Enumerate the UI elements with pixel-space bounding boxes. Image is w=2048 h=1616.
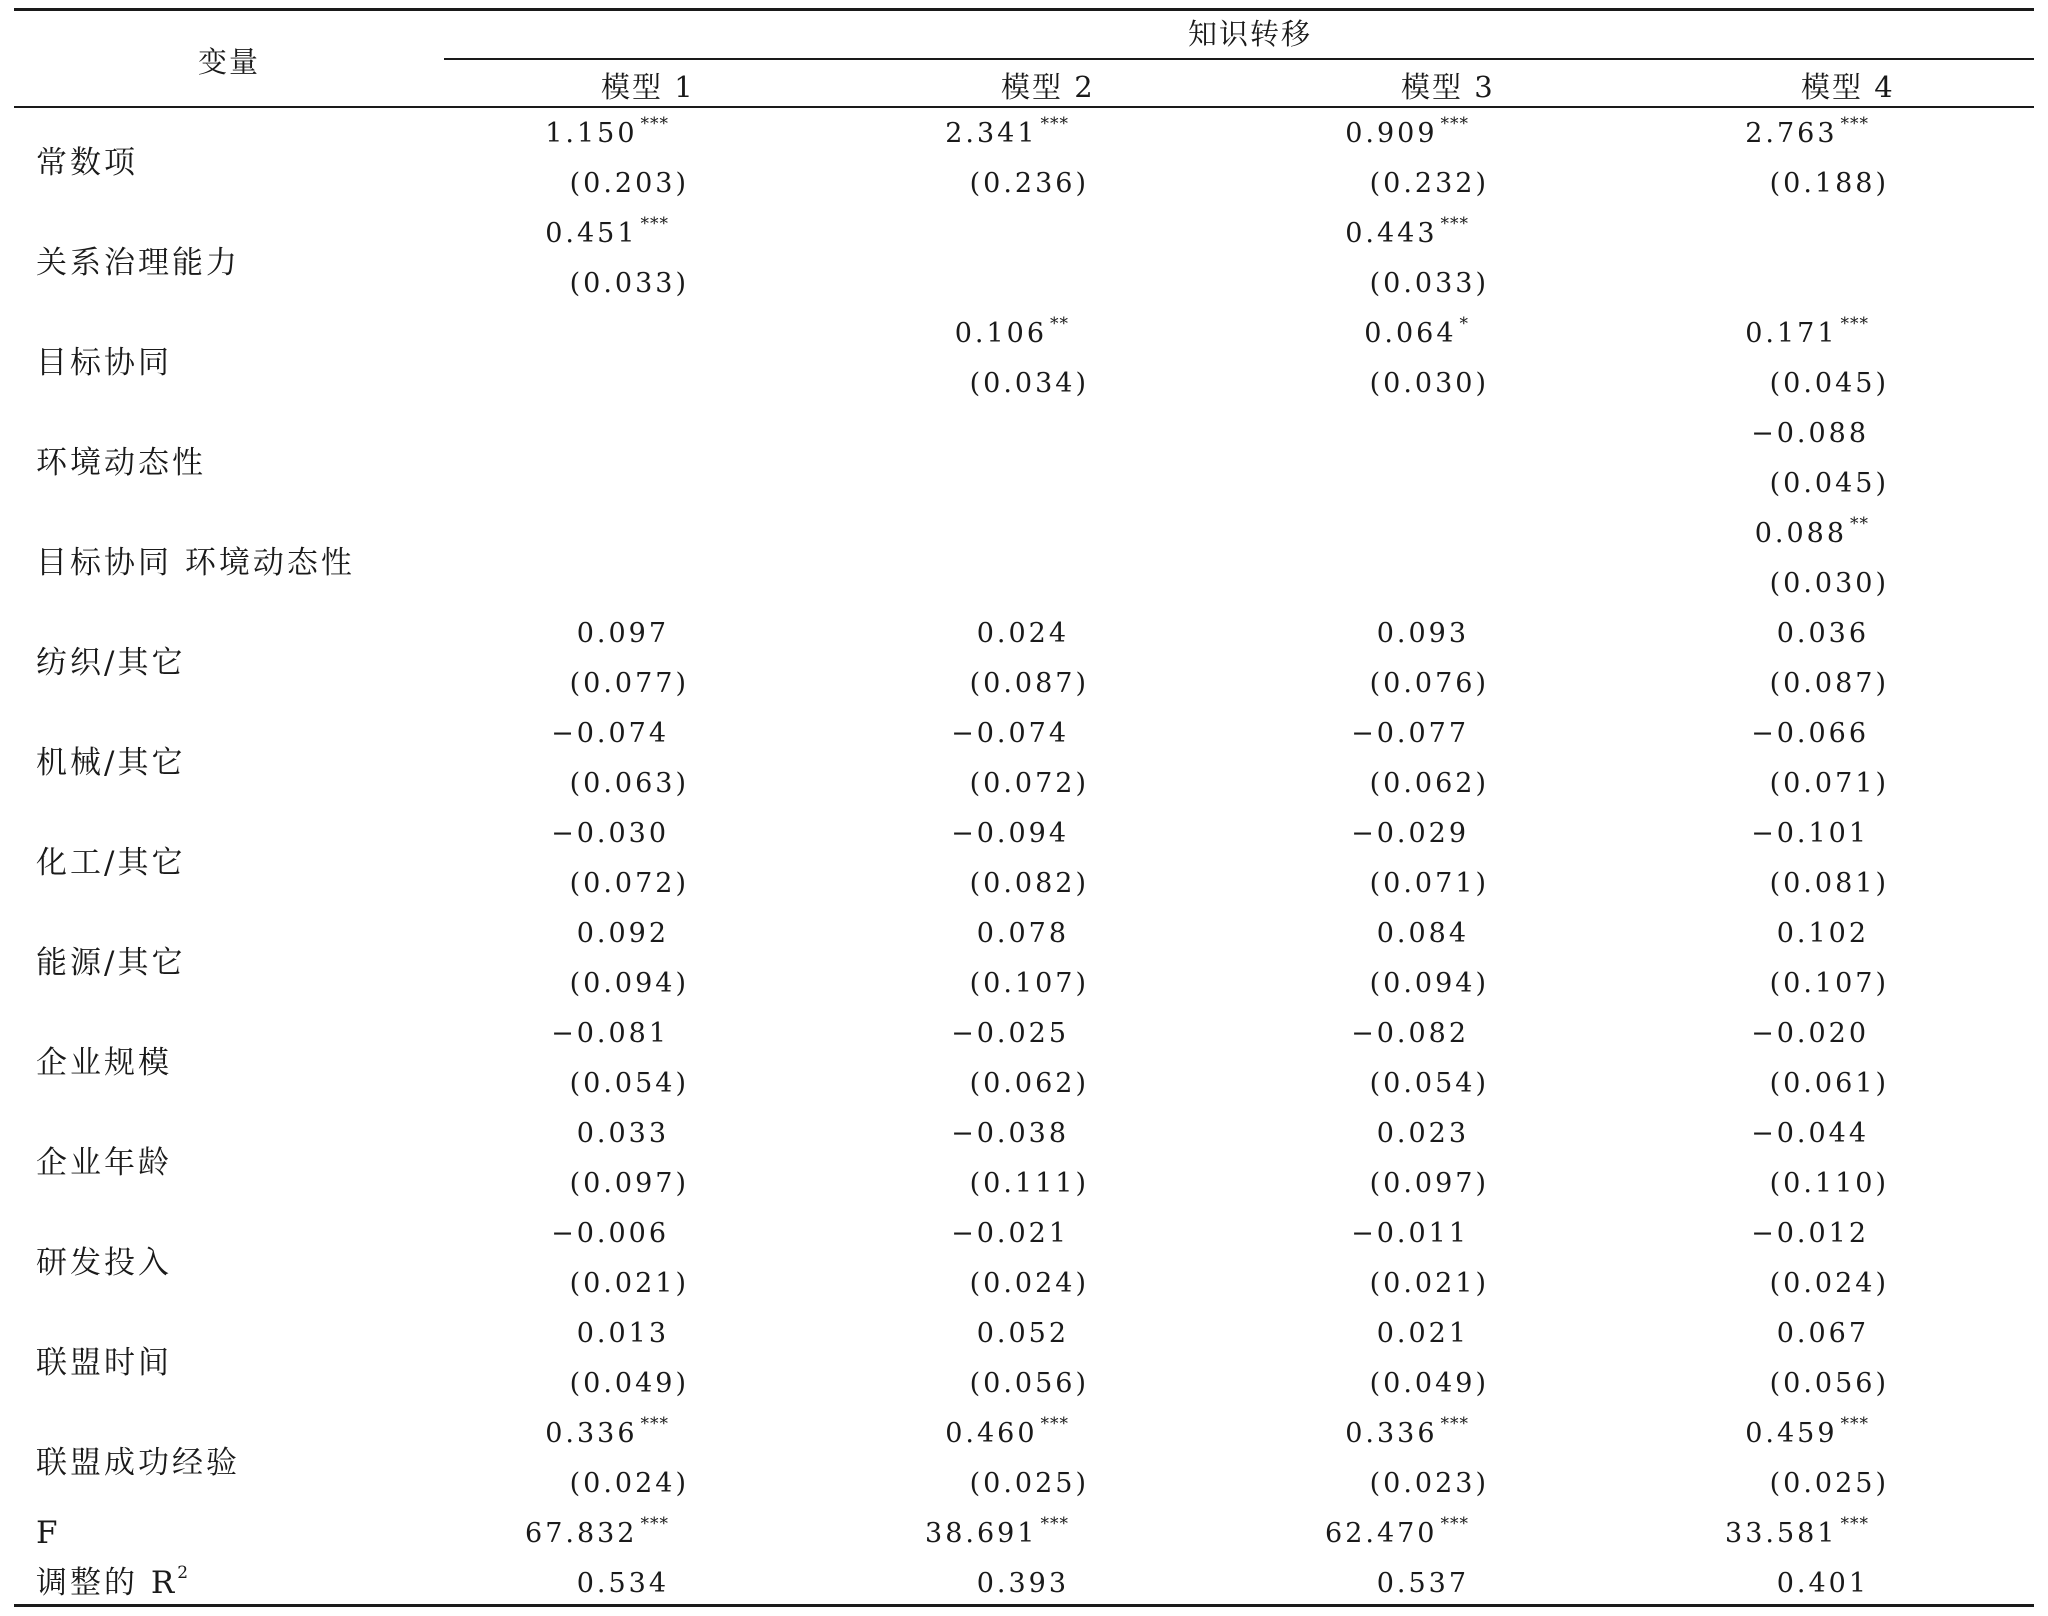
model-header-4: 模型 4 <box>1801 70 1895 104</box>
coefficient-number: −0.030 <box>551 818 669 849</box>
standard-error: (0.097) <box>1369 1168 1489 1199</box>
standard-error: (0.045) <box>1769 368 1889 399</box>
stat-number: 38.691 <box>925 1518 1038 1549</box>
model-header-2: 模型 2 <box>1001 70 1095 104</box>
row-label: 关系治理能力 <box>36 245 240 281</box>
coefficient-value <box>1751 420 1869 447</box>
header-rule <box>14 106 2034 108</box>
significance-stars: *** <box>640 1414 669 1434</box>
standard-error: (0.107) <box>969 968 1089 999</box>
stat-value <box>1777 1570 1869 1597</box>
coefficient-number: 2.341 <box>945 118 1038 149</box>
standard-error: (0.232) <box>1369 168 1489 199</box>
coefficient-number: 0.102 <box>1776 918 1869 949</box>
standard-error: (0.021) <box>1369 1268 1489 1299</box>
row-label: 企业年龄 <box>36 1145 172 1181</box>
significance-stars: *** <box>640 1514 669 1534</box>
coefficient-number: −0.074 <box>951 718 1069 749</box>
coefficient-number: 0.067 <box>1776 1318 1869 1349</box>
coefficient-number: 0.336 <box>545 1418 638 1449</box>
coefficient-number: −0.074 <box>551 718 669 749</box>
model-header-1: 模型 1 <box>601 70 695 104</box>
coefficient-value <box>945 114 1069 149</box>
coefficient-value <box>577 920 669 947</box>
standard-error: (0.033) <box>1369 268 1489 299</box>
standard-error: (0.110) <box>1769 1168 1889 1199</box>
coefficient-value <box>1777 920 1869 947</box>
coefficient-value <box>1745 114 1869 149</box>
standard-error: (0.024) <box>1769 1268 1889 1299</box>
significance-stars: *** <box>1840 114 1869 134</box>
coefficient-value <box>1777 1320 1869 1347</box>
coefficient-number: 0.033 <box>576 1118 669 1149</box>
standard-error: (0.030) <box>1369 368 1489 399</box>
coefficient-value <box>1751 820 1869 847</box>
standard-error: (0.033) <box>569 268 689 299</box>
coefficient-value <box>951 1120 1069 1147</box>
coefficient-number: 0.097 <box>576 618 669 649</box>
group-underline <box>444 58 2034 60</box>
standard-error: (0.030) <box>1769 568 1889 599</box>
coefficient-value <box>1751 1220 1869 1247</box>
coefficient-value <box>551 820 669 847</box>
row-label: 常数项 <box>36 145 138 181</box>
coefficient-value <box>951 820 1069 847</box>
row-label: 机械/其它 <box>36 745 186 781</box>
coefficient-number: 0.024 <box>976 618 1069 649</box>
coefficient-number: 0.909 <box>1345 118 1438 149</box>
coefficient-number: 0.451 <box>545 218 638 249</box>
standard-error: (0.094) <box>569 968 689 999</box>
coefficient-number: −0.029 <box>1351 818 1469 849</box>
coefficient-number: 0.036 <box>1776 618 1869 649</box>
coefficient-number: −0.011 <box>1351 1218 1469 1249</box>
standard-error: (0.049) <box>569 1368 689 1399</box>
standard-error: (0.024) <box>969 1268 1089 1299</box>
coefficient-value <box>1351 820 1469 847</box>
standard-error: (0.107) <box>1769 968 1889 999</box>
significance-stars: *** <box>1040 114 1069 134</box>
coefficient-value <box>551 1220 669 1247</box>
standard-error: (0.081) <box>1769 868 1889 899</box>
coefficient-number: 0.088 <box>1754 518 1847 549</box>
standard-error: (0.072) <box>969 768 1089 799</box>
coefficient-number: −0.020 <box>1751 1018 1869 1049</box>
row-label: 目标协同 环境动态性 <box>36 545 355 581</box>
coefficient-value <box>1751 1020 1869 1047</box>
stat-value <box>925 1514 1069 1549</box>
standard-error: (0.054) <box>1369 1068 1489 1099</box>
coefficient-number: −0.021 <box>951 1218 1069 1249</box>
stat-number: 0.401 <box>1776 1568 1869 1599</box>
significance-stars: *** <box>640 214 669 234</box>
coefficient-value <box>1751 720 1869 747</box>
standard-error: (0.049) <box>1369 1368 1489 1399</box>
group-header: 知识转移 <box>1188 17 1313 51</box>
standard-error: (0.045) <box>1769 468 1889 499</box>
coefficient-number: −0.044 <box>1751 1118 1869 1149</box>
coefficient-value <box>1377 1120 1469 1147</box>
significance-stars: *** <box>1840 314 1869 334</box>
standard-error: (0.054) <box>569 1068 689 1099</box>
significance-stars: *** <box>1440 214 1469 234</box>
coefficient-value <box>1745 314 1869 349</box>
coefficient-number: −0.082 <box>1351 1018 1469 1049</box>
coefficient-value <box>1345 1414 1469 1449</box>
standard-error: (0.087) <box>969 668 1089 699</box>
stat-number: 0.537 <box>1376 1568 1469 1599</box>
regression-table <box>14 8 2034 1608</box>
coefficient-value <box>945 1414 1069 1449</box>
top-rule <box>14 8 2034 11</box>
coefficient-value <box>1351 1020 1469 1047</box>
coefficient-value <box>545 1414 669 1449</box>
coefficient-number: 0.092 <box>576 918 669 949</box>
coefficient-value <box>977 920 1069 947</box>
stat-value <box>1725 1514 1869 1549</box>
coefficient-value <box>1754 514 1869 549</box>
standard-error: (0.077) <box>569 668 689 699</box>
stat-label <box>36 1515 61 1551</box>
standard-error: (0.097) <box>569 1168 689 1199</box>
significance-stars: ** <box>1850 514 1869 534</box>
standard-error: (0.082) <box>969 868 1089 899</box>
coefficient-number: 0.459 <box>1745 1418 1838 1449</box>
coefficient-number: 0.443 <box>1345 218 1438 249</box>
coefficient-value <box>1377 620 1469 647</box>
coefficient-value <box>577 1120 669 1147</box>
coefficient-number: −0.094 <box>951 818 1069 849</box>
standard-error: (0.034) <box>969 368 1089 399</box>
coefficient-number: 0.023 <box>1376 1118 1469 1149</box>
coefficient-value <box>577 1320 669 1347</box>
coefficient-number: −0.066 <box>1751 718 1869 749</box>
coefficient-value <box>1345 114 1469 149</box>
coefficient-value <box>1351 1220 1469 1247</box>
coefficient-value <box>1745 1414 1869 1449</box>
stat-number: 67.832 <box>525 1518 638 1549</box>
standard-error: (0.188) <box>1769 168 1889 199</box>
row-label: 联盟成功经验 <box>36 1445 240 1481</box>
row-label: 联盟时间 <box>36 1345 172 1381</box>
row-label: 企业规模 <box>36 1045 172 1081</box>
coefficient-number: −0.088 <box>1751 418 1869 449</box>
standard-error: (0.063) <box>569 768 689 799</box>
coefficient-value <box>1777 620 1869 647</box>
significance-stars: *** <box>1040 1514 1069 1534</box>
coefficient-value <box>545 214 669 249</box>
standard-error: (0.024) <box>569 1468 689 1499</box>
standard-error: (0.021) <box>569 1268 689 1299</box>
coefficient-number: 0.336 <box>1345 1418 1438 1449</box>
coefficient-number: −0.038 <box>951 1118 1069 1149</box>
stat-number: 0.393 <box>976 1568 1069 1599</box>
stat-value <box>577 1570 669 1597</box>
stat-label-text: F <box>36 1515 61 1551</box>
coefficient-value <box>1377 920 1469 947</box>
coefficient-value <box>951 1220 1069 1247</box>
bottom-rule <box>14 1604 2034 1607</box>
stat-number: 0.534 <box>576 1568 669 1599</box>
coefficient-number: −0.081 <box>551 1018 669 1049</box>
stat-number: 62.470 <box>1325 1518 1438 1549</box>
significance-stars: *** <box>1840 1414 1869 1434</box>
significance-stars: *** <box>1440 1414 1469 1434</box>
coefficient-number: 0.021 <box>1376 1318 1469 1349</box>
significance-stars: *** <box>1040 1414 1069 1434</box>
standard-error: (0.062) <box>1369 768 1489 799</box>
standard-error: (0.071) <box>1769 768 1889 799</box>
coefficient-value <box>577 620 669 647</box>
coefficient-number: 0.013 <box>576 1318 669 1349</box>
standard-error: (0.236) <box>969 168 1089 199</box>
coefficient-number: −0.012 <box>1751 1218 1869 1249</box>
standard-error: (0.056) <box>1769 1368 1889 1399</box>
standard-error: (0.072) <box>569 868 689 899</box>
stat-label-text: 调整的 R <box>36 1565 178 1601</box>
stat-value <box>977 1570 1069 1597</box>
standard-error: (0.203) <box>569 168 689 199</box>
standard-error: (0.025) <box>1769 1468 1889 1499</box>
standard-error: (0.111) <box>969 1168 1089 1199</box>
significance-stars: *** <box>1440 1514 1469 1534</box>
coefficient-number: 0.064 <box>1364 318 1457 349</box>
model-header-3: 模型 3 <box>1401 70 1495 104</box>
standard-error: (0.025) <box>969 1468 1089 1499</box>
coefficient-number: 0.093 <box>1376 618 1469 649</box>
coefficient-number: 0.106 <box>954 318 1047 349</box>
coefficient-value <box>1364 314 1469 349</box>
coefficient-number: 0.084 <box>1376 918 1469 949</box>
coefficient-number: 2.763 <box>1745 118 1838 149</box>
standard-error: (0.087) <box>1769 668 1889 699</box>
stat-number: 33.581 <box>1725 1518 1838 1549</box>
coefficient-value <box>1751 1120 1869 1147</box>
stat-value <box>525 1514 669 1549</box>
stat-label <box>36 1563 192 1601</box>
standard-error: (0.062) <box>969 1068 1089 1099</box>
stat-value <box>1377 1570 1469 1597</box>
standard-error: (0.071) <box>1369 868 1489 899</box>
stat-label-superscript: 2 <box>177 1563 192 1583</box>
coefficient-value <box>951 1020 1069 1047</box>
coefficient-value <box>977 1320 1069 1347</box>
coefficient-value <box>1345 214 1469 249</box>
coefficient-number: 0.078 <box>976 918 1069 949</box>
significance-stars: ** <box>1050 314 1069 334</box>
coefficient-number: 0.460 <box>945 1418 1038 1449</box>
standard-error: (0.023) <box>1369 1468 1489 1499</box>
coefficient-number: 1.150 <box>545 118 638 149</box>
row-label: 研发投入 <box>36 1245 172 1281</box>
standard-error: (0.061) <box>1769 1068 1889 1099</box>
coefficient-number: −0.006 <box>551 1218 669 1249</box>
coefficient-value <box>1377 1320 1469 1347</box>
standard-error: (0.076) <box>1369 668 1489 699</box>
coefficient-number: −0.101 <box>1751 818 1869 849</box>
coefficient-number: −0.077 <box>1351 718 1469 749</box>
coefficient-number: −0.025 <box>951 1018 1069 1049</box>
standard-error: (0.094) <box>1369 968 1489 999</box>
row-label: 环境动态性 <box>36 445 206 481</box>
coefficient-value <box>545 114 669 149</box>
coefficient-number: 0.171 <box>1745 318 1838 349</box>
significance-stars: *** <box>1440 114 1469 134</box>
standard-error: (0.056) <box>969 1368 1089 1399</box>
row-label: 能源/其它 <box>36 945 186 981</box>
stat-value <box>1325 1514 1469 1549</box>
coefficient-value <box>951 720 1069 747</box>
coefficient-value <box>977 620 1069 647</box>
coefficient-value <box>551 1020 669 1047</box>
significance-stars: *** <box>1840 1514 1869 1534</box>
coefficient-value <box>1351 720 1469 747</box>
coefficient-number: 0.052 <box>976 1318 1069 1349</box>
row-label: 化工/其它 <box>36 845 186 881</box>
significance-stars: *** <box>640 114 669 134</box>
row-label: 目标协同 <box>36 345 172 381</box>
variable-header: 变量 <box>198 45 261 79</box>
row-label: 纺织/其它 <box>36 645 186 681</box>
coefficient-value <box>551 720 669 747</box>
significance-stars: * <box>1459 314 1469 334</box>
coefficient-value <box>954 314 1069 349</box>
